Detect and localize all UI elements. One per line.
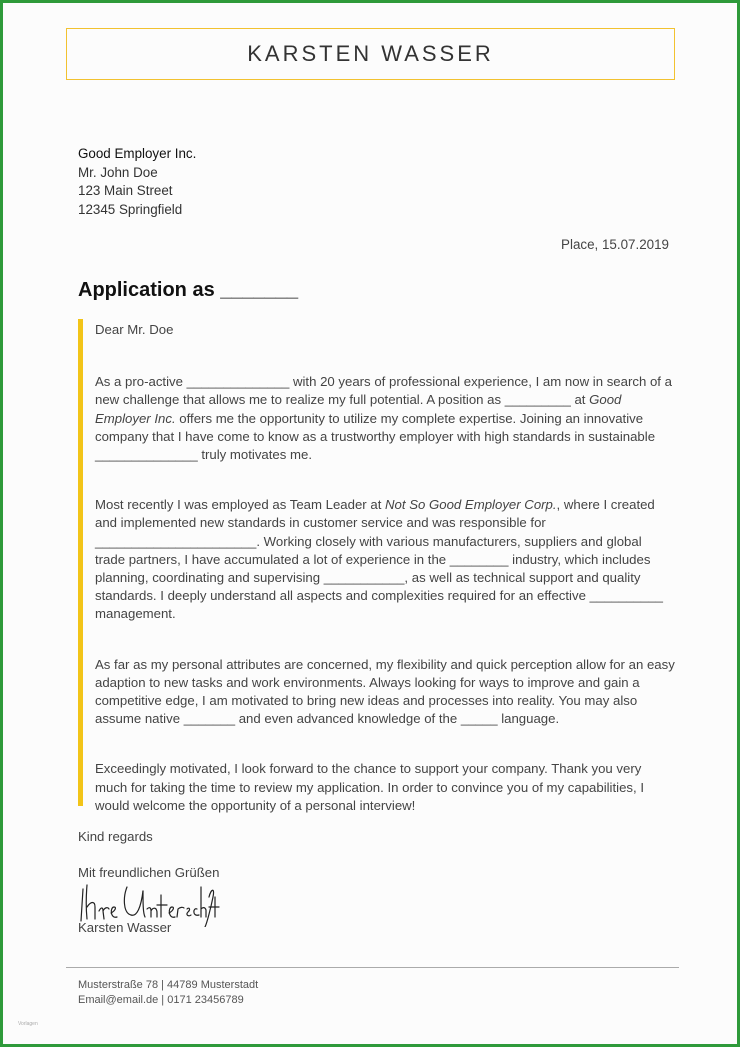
salutation: Dear Mr. Doe bbox=[95, 322, 174, 337]
closing: Kind regards bbox=[78, 829, 153, 844]
letter-date: Place, 15.07.2019 bbox=[561, 237, 669, 252]
footer-contact: Email@email.de | 0171 23456789 bbox=[78, 994, 244, 1006]
paragraph-2-text-b: , where I created and implemented new standards in customer service and was responsible for ______________________. Working closely with various manufacturers, suppliers and global trade partners, I have accumulated a lot of experience in the ________ industry, which includes planning, coordinating and supervising ___________, as well as technical support and quality standards. I deeply understand all aspects and complexities required for an effective __________ management. bbox=[95, 497, 663, 622]
sender-name: KARSTEN WASSER bbox=[247, 41, 494, 66]
recipient-contact: Mr. John Doe bbox=[78, 164, 158, 180]
recipient-street: 123 Main Street bbox=[78, 183, 173, 199]
paragraph-2 bbox=[95, 496, 675, 623]
footer-divider bbox=[66, 967, 679, 968]
paragraph-2-text-a: Most recently I was employed as Team Leader at bbox=[95, 497, 386, 513]
paragraph-1-company: Good Employer Inc. bbox=[95, 392, 622, 426]
paragraph-1-text-b: offers me the opportunity to utilize my complete expertise. Joining an innovative company that I have come to know as a trustworthy employer with high standards in sustainable ______________ truly motivates me. bbox=[95, 410, 656, 463]
recipient-company: Good Employer Inc. bbox=[78, 146, 197, 161]
paragraph-1 bbox=[95, 373, 675, 464]
paragraph-2-company: Not So Good Employer Corp. bbox=[385, 497, 557, 513]
accent-bar bbox=[78, 319, 83, 806]
closing-german: Mit freundlichen Grüßen bbox=[78, 865, 220, 880]
paragraph-3: As far as my personal attributes are concerned, my flexibility and quick perception allow for an easy adaption to new tasks and work environments. Always looking for ways to improve and gain a competitive edge, I am motivated to bring new ideas and processes into reality. You may also assume native _______ and even advanced knowledge of the _____ language. bbox=[95, 656, 675, 727]
recipient-address bbox=[78, 145, 196, 219]
letter-subject: Application as _______ bbox=[78, 279, 299, 301]
letter-body bbox=[95, 321, 675, 847]
paragraph-1-text-a: As a pro-active ______________ with 20 years of professional experience, I am now in search of a new challenge that allows me to realize my full potential. A position as _________ at bbox=[95, 374, 672, 408]
footer-address: Musterstraße 78 | 44789 Musterstadt bbox=[78, 979, 259, 991]
letter-page bbox=[3, 3, 737, 1044]
signer-name: Karsten Wasser bbox=[78, 920, 172, 935]
recipient-city: 12345 Springfield bbox=[78, 201, 183, 217]
watermark: Vorlagen bbox=[18, 1021, 38, 1027]
paragraph-4: Exceedingly motivated, I look forward to the chance to support your company. Thank you very much for taking the time to review my application. In order to convince you of my capabilities, I would welcome the opportunity of a personal interview! bbox=[95, 761, 645, 813]
footer bbox=[78, 978, 258, 1008]
header-box bbox=[66, 28, 675, 80]
